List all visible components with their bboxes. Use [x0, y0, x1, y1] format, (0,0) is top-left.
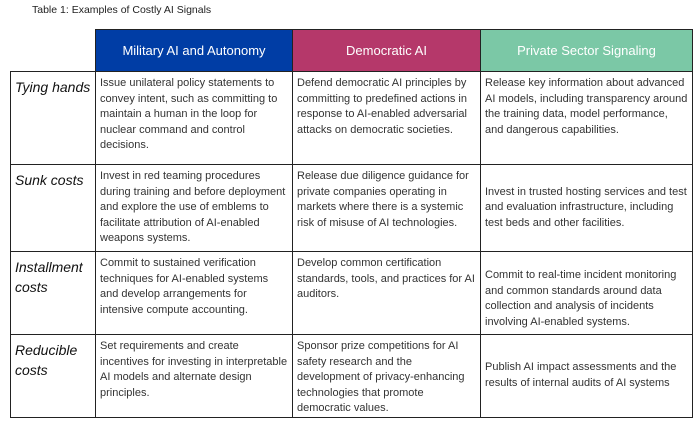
table-row: [11, 72, 693, 165]
header-row: [11, 30, 693, 72]
row-header: Reducible costs: [11, 335, 96, 418]
row-header: Installment costs: [11, 252, 96, 335]
column-header-democratic: Democratic AI: [293, 30, 481, 72]
table-cell: Invest in red teaming procedures during training and before deployment and explore the use of emblems to facilitate attribution of AI-enabled weapons systems.: [96, 165, 293, 252]
table-cell: Commit to sustained verification techniques for AI-enabled systems and develop arrangements for intensive compute accounting.: [96, 252, 293, 335]
row-header: Tying hands: [11, 72, 96, 165]
table-cell: Publish AI impact assessments and the results of internal audits of AI systems: [481, 335, 693, 418]
table-row: [11, 252, 693, 335]
column-header-private-sector: Private Sector Signaling: [481, 30, 693, 72]
table-cell: Invest in trusted hosting services and test and evaluation infrastructure, including test beds and other facilities.: [481, 165, 693, 252]
table-cell: Commit to real-time incident monitoring and common standards around data collection and analysis of incidents involving AI-enabled systems.: [481, 252, 693, 335]
costly-signals-table: [10, 29, 693, 418]
table-cell: Develop common certification standards, tools, and practices for AI auditors.: [293, 252, 481, 335]
corner-cell: [11, 30, 96, 72]
table-cell: Release due diligence guidance for private companies operating in markets where there is a systemic risk of misuse of AI technologies.: [293, 165, 481, 252]
table-cell: Sponsor prize competitions for AI safety research and the development of privacy-enhancing technologies that promote democratic values.: [293, 335, 481, 418]
table-cell: Defend democratic AI principles by committing to predefined actions in response to AI-enabled adversarial attacks on democratic societies.: [293, 72, 481, 165]
row-header: Sunk costs: [11, 165, 96, 252]
table-cell: Issue unilateral policy statements to convey intent, such as committing to maintain a human in the loop for nuclear command and control decisions.: [96, 72, 293, 165]
table-cell: Set requirements and create incentives for investing in interpretable AI models and alternate design principles.: [96, 335, 293, 418]
table-caption: Table 1: Examples of Costly AI Signals: [32, 4, 212, 16]
table-row: [11, 165, 693, 252]
column-header-military: Military AI and Autonomy: [96, 30, 293, 72]
table-row: [11, 335, 693, 418]
table-cell: Release key information about advanced AI models, including transparency around the training data, model performance, and dangerous capabilities.: [481, 72, 693, 165]
